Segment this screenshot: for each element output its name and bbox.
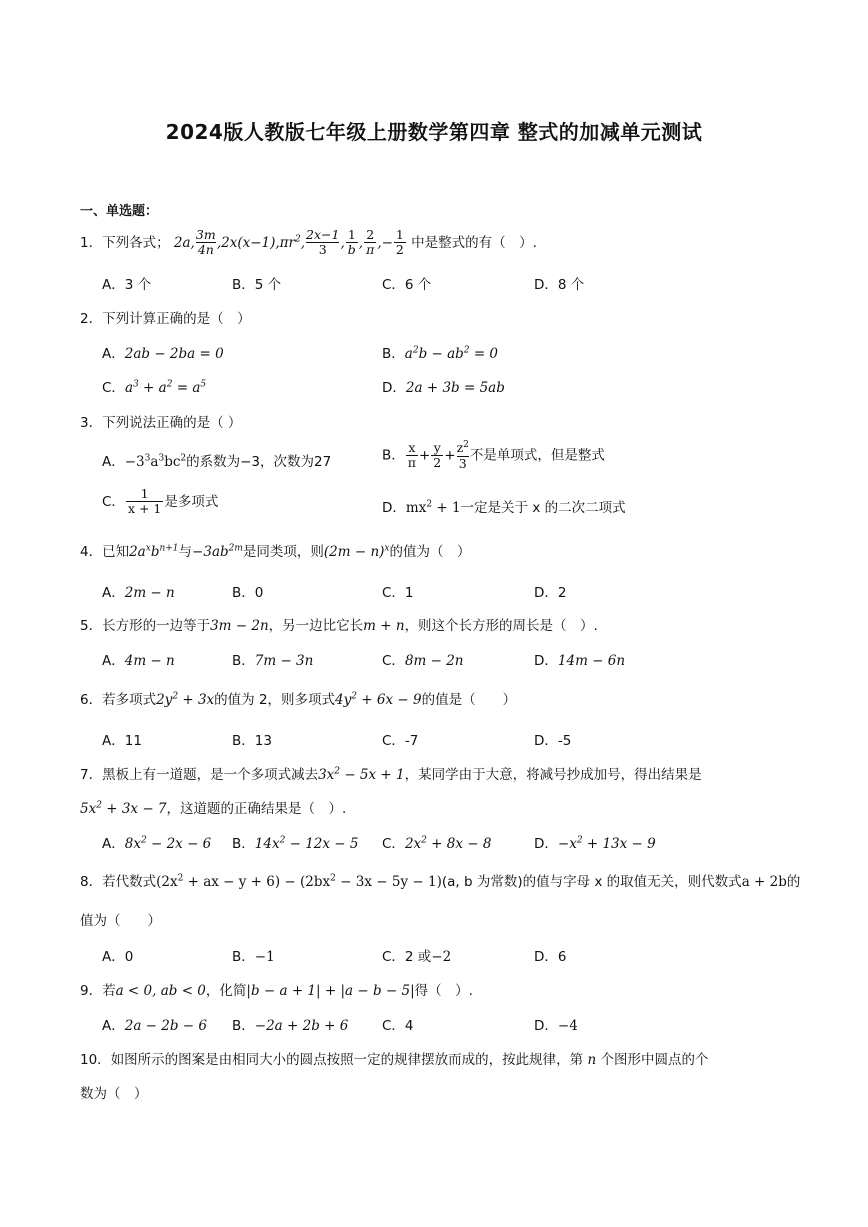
q7-option-a: A．$8x^2 - 2x - 6$ (102, 835, 212, 852)
question-3: 3．下列说法正确的是（ ） (80, 415, 242, 431)
q3-option-a: A．$-3^3a^3bc^2$的系数为−3，次数为27 (102, 453, 332, 470)
q3-option-b: B． $\frac{x}{\pi}$ + $\frac{y}{2}$ + $\frac{z^2}{3}$ 不是单项式，但是整式 (382, 439, 605, 471)
q2-option-a: A．2ab − 2ba = 0 (102, 346, 224, 362)
question-6: 6．若多项式$2y^2 + 3x$的值为 2，则多项式$4y^2 + 6x - 9$的值是（ ） (80, 691, 517, 708)
q4-option-b: B．0 (232, 585, 264, 601)
q9-option-c: C．4 (382, 1018, 414, 1034)
q3-option-c: C． $\frac{1}{x + 1}$ 是多项式 (102, 486, 219, 517)
question-10: 10．如图所示的图案是由相同大小的圆点按照一定的规律摆放而成的，按此规律，第 n 个图形中圆点的个 (80, 1052, 709, 1068)
question-2: 2．下列计算正确的是（ ） (80, 311, 251, 327)
q7-option-b: B．$14x^2 - 12x - 5$ (232, 835, 359, 852)
q2-option-c: C．$a^3 + a^2 = a^5$ (102, 379, 207, 396)
q9-option-d: D．−4 (534, 1018, 578, 1034)
question-1: 1．下列各式； 2a, $\frac{3m}{4n}$ $,2x(x-1),\pi r^2$, $\frac{2x-1}{3}$ , $\frac{1}{b}$ , $\frac{2}{\pi}$ ,− $\frac{1}{2}$ 中是整式的有（ ）. (80, 227, 537, 258)
question-7-line-2: $5x^2 + 3x - 7$，这道题的正确结果是（ ）. (80, 800, 347, 817)
q9-option-b: B．−2a + 2b + 6 (232, 1018, 349, 1034)
q5-option-c: C．8m − 2n (382, 653, 464, 669)
q1-option-a: A．3 个 (102, 277, 152, 293)
question-4: 4．已知$2a^xb^{n+1}$与$-3ab^{2m}$是同类项，则$(2m - n)^x$的值为（ ） (80, 543, 471, 560)
q3-option-d: D．$mx^2 + 1$一定是关于 x 的二次二项式 (382, 499, 626, 516)
q8-option-a: A．0 (102, 949, 134, 965)
q5-option-d: D．14m − 6n (534, 653, 626, 669)
q6-option-c: C．-7 (382, 733, 419, 749)
q2-option-b: B．$a^2b - ab^2 = 0$ (382, 345, 499, 362)
q8-option-b: B．−1 (232, 949, 275, 965)
q1-option-c: C．6 个 (382, 277, 432, 293)
q6-option-b: B．13 (232, 733, 272, 749)
page-title: 2024版人教版七年级上册数学第四章 整式的加减单元测试 (165, 120, 703, 144)
q4-option-c: C．1 (382, 585, 414, 601)
q5-option-a: A．4m − n (102, 653, 175, 669)
q6-option-a: A．11 (102, 733, 142, 749)
q4-option-d: D．2 (534, 585, 567, 601)
question-8-line-2: 值为（ ） (80, 913, 161, 929)
q8-option-d: D．6 (534, 949, 567, 965)
q2-option-d: D．2a + 3b = 5ab (382, 380, 505, 396)
question-5: 5．长方形的一边等于3m − 2n，另一边比它长m + n，则这个长方形的周长是（ ）. (80, 618, 598, 634)
q5-option-b: B．7m − 3n (232, 653, 314, 669)
q1-option-d: D．8 个 (534, 277, 585, 293)
q7-option-d: D．$-x^2 + 13x - 9$ (534, 835, 656, 852)
q7-option-c: C．$2x^2 + 8x - 8$ (382, 835, 492, 852)
question-10-line-2: 数为（ ） (80, 1086, 148, 1102)
question-8: 8．若代数式($2x^2$ + ax − $y + 6) - (2bx^2 - 3x - 5y - 1)(a$, b 为常数)的值与字母 x 的取值无关，则代数式a + 2b的 (80, 873, 801, 890)
section-heading: 一、单选题： (80, 204, 159, 219)
question-7: 7．黑板上有一道题，是一个多项式减去$3x^2 - 5x + 1$，某同学由于大意，将减号抄成加号，得出结果是 (80, 766, 702, 783)
question-9: 9．若a < 0, ab < 0，化简|b − a + 1| + |a − b − 5|得（ ）. (80, 983, 473, 999)
q9-option-a: A．2a − 2b − 6 (102, 1018, 207, 1034)
q8-option-c: C．2 或−2 (382, 949, 452, 965)
q4-option-a: A．2m − n (102, 585, 175, 601)
q1-option-b: B．5 个 (232, 277, 282, 293)
q6-option-d: D．-5 (534, 733, 572, 749)
